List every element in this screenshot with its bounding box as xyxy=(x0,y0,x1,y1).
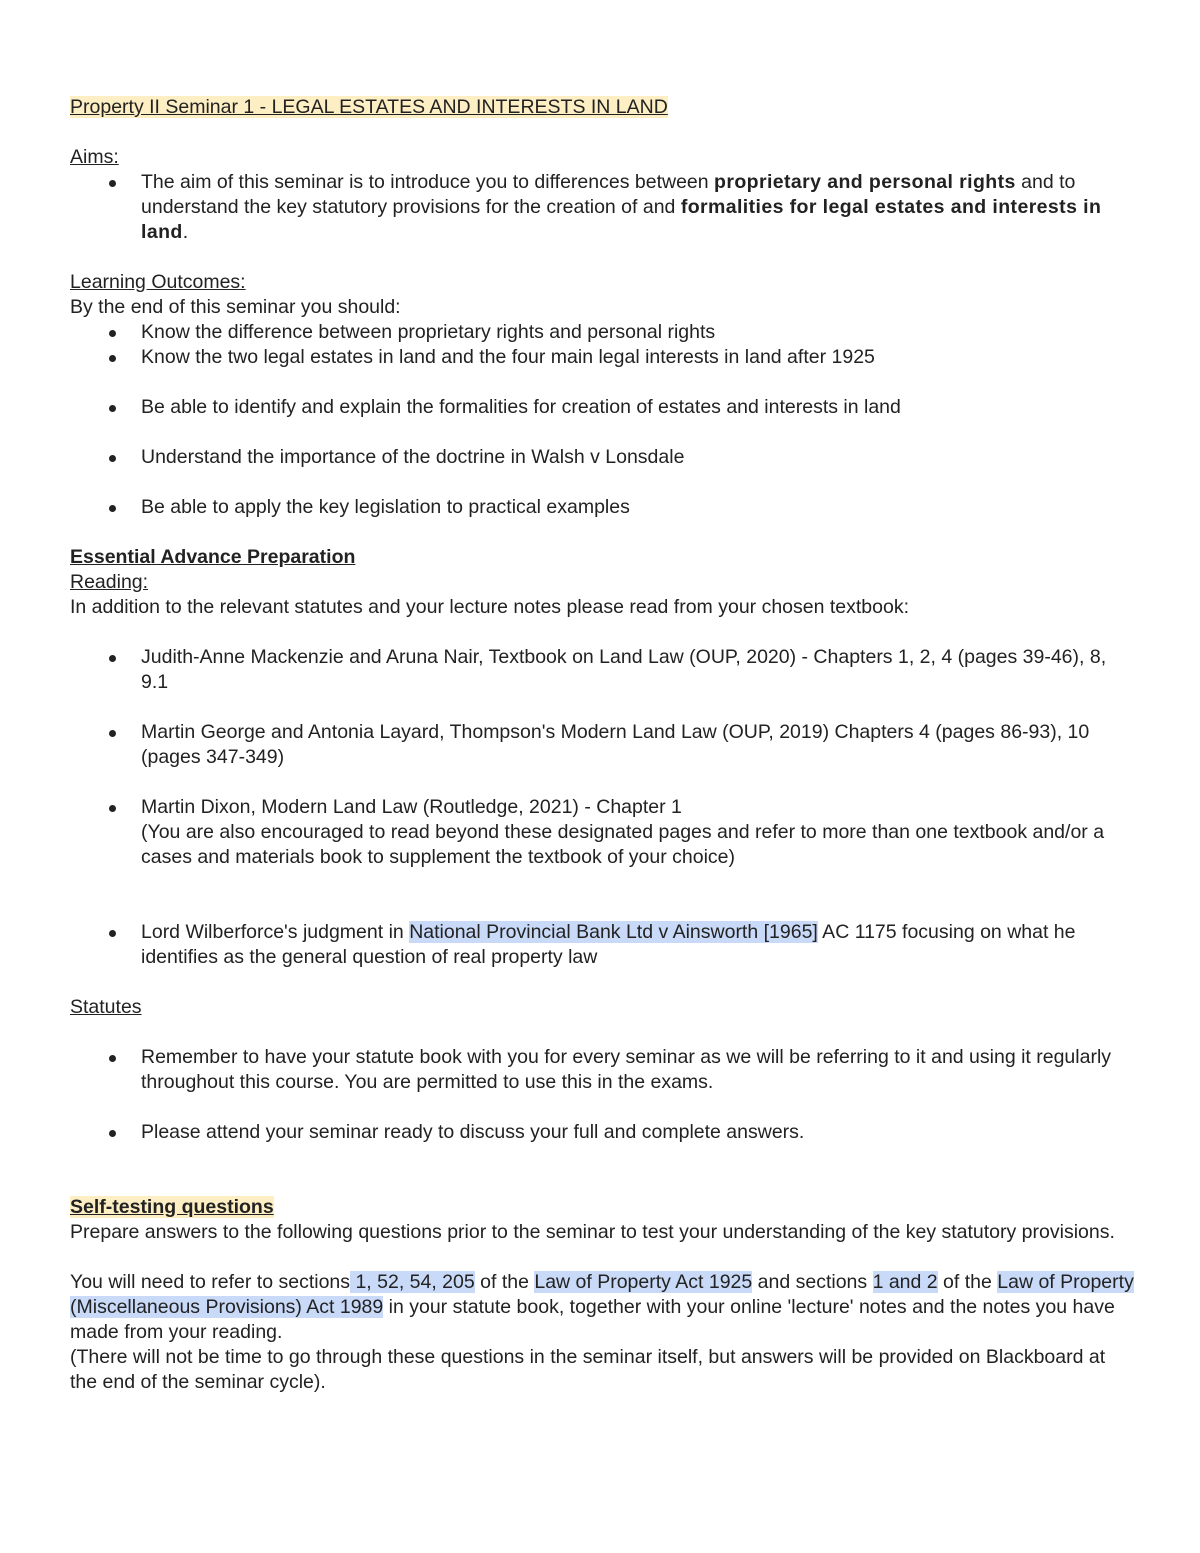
self-testing-note: (There will not be time to go through these questions in the seminar itself, but answers will be provided on Blackboard at the end of the seminar cycle). xyxy=(70,1346,1106,1393)
case-link[interactable]: National Provincial Bank Ltd v Ainsworth [1965] xyxy=(409,921,818,943)
statutes-label: Statutes xyxy=(70,996,142,1018)
self-testing-intro: Prepare answers to the following questions prior to the seminar to test your understanding of the key statutory provisions. xyxy=(70,1221,1115,1243)
statutes-list xyxy=(70,1045,1135,1145)
learning-outcomes-label: Learning Outcomes: xyxy=(70,271,246,293)
document-title xyxy=(70,95,1135,120)
self-testing-paragraph: You will need to refer to sections 1, 52, 54, 205 of the Law of Property Act 1925 and sections 1 and 2 of the Law of Property (Miscellaneous Provisions) Act 1989 in your statute book, together with your online 'lecture' notes and the notes you have made from your reading. xyxy=(70,1271,1134,1343)
reading-item: Judith-Anne Mackenzie and Aruna Nair, Textbook on Land Law (OUP, 2020) - Chapters 1, 2, 4 (pages 39-46), 8, 9.1 xyxy=(70,645,1135,695)
bold-text: proprietary and personal rights xyxy=(714,171,1016,193)
statutes-item: Remember to have your statute book with you for every seminar as we will be referring to it and using it regularly throughout this course. You are permitted to use this in the exams. xyxy=(70,1045,1135,1095)
reading-list xyxy=(70,645,1135,970)
sections-1-2-link[interactable]: 1 and 2 xyxy=(872,1271,938,1293)
sections-link[interactable]: 1, 52, 54, 205 xyxy=(350,1271,475,1293)
lpa-1925-link[interactable]: Law of Property Act 1925 xyxy=(534,1271,753,1293)
aims-label: Aims: xyxy=(70,146,119,168)
outcomes-intro: By the end of this seminar you should: xyxy=(70,296,401,318)
reading-label: Reading: xyxy=(70,571,149,593)
reading-note: (You are also encouraged to read beyond these designated pages and refer to more than one textbook and/or a cases and materials book to supplement the textbook of your choice) xyxy=(141,821,1105,868)
reading-item: Martin Dixon, Modern Land Law (Routledge, 2021) - Chapter 1 (You are also encouraged to read beyond these designated pages and refer to more than one textbook and/or a cases and materials book to supplement the textbook of your choice) xyxy=(70,795,1135,870)
reading-intro: In addition to the relevant statutes and your lecture notes please read from your chosen textbook: xyxy=(70,596,910,618)
bold-text: formalities for legal estates and interests in land xyxy=(141,196,1102,243)
reading-item: Lord Wilberforce's judgment in National Provincial Bank Ltd v Ainsworth [1965] AC 1175 focusing on what he identifies as the general question of real property law xyxy=(70,920,1135,970)
outcome-item: Be able to apply the key legislation to practical examples xyxy=(70,495,1135,520)
outcome-item: Know the difference between proprietary rights and personal rights xyxy=(70,320,1135,345)
document-page xyxy=(70,95,1135,1395)
title-text: Property II Seminar 1 - LEGAL ESTATES AND INTERESTS IN LAND xyxy=(70,96,668,118)
statutes-item: Please attend your seminar ready to discuss your full and complete answers. xyxy=(70,1120,1135,1145)
outcome-item: Be able to identify and explain the formalities for creation of estates and interests in land xyxy=(70,395,1135,420)
preparation-heading: Essential Advance Preparation xyxy=(70,546,356,568)
aims-list xyxy=(70,170,1135,245)
outcome-item: Know the two legal estates in land and the four main legal interests in land after 1925 xyxy=(70,345,1135,370)
self-testing-heading: Self-testing questions xyxy=(70,1196,274,1218)
outcome-item: Understand the importance of the doctrine in Walsh v Lonsdale xyxy=(70,445,1135,470)
outcomes-list xyxy=(70,320,1135,520)
lpmpa-1989-link[interactable]: Law of Property (Miscellaneous Provisions) Act 1989 xyxy=(70,1271,1134,1318)
reading-item: Martin George and Antonia Layard, Thompson's Modern Land Law (OUP, 2019) Chapters 4 (pages 86-93), 10 (pages 347-349) xyxy=(70,720,1135,770)
aims-item: The aim of this seminar is to introduce you to differences between proprietary and personal rights and to understand the key statutory provisions for the creation of and formalities for legal estates and interests in land. xyxy=(70,170,1135,245)
